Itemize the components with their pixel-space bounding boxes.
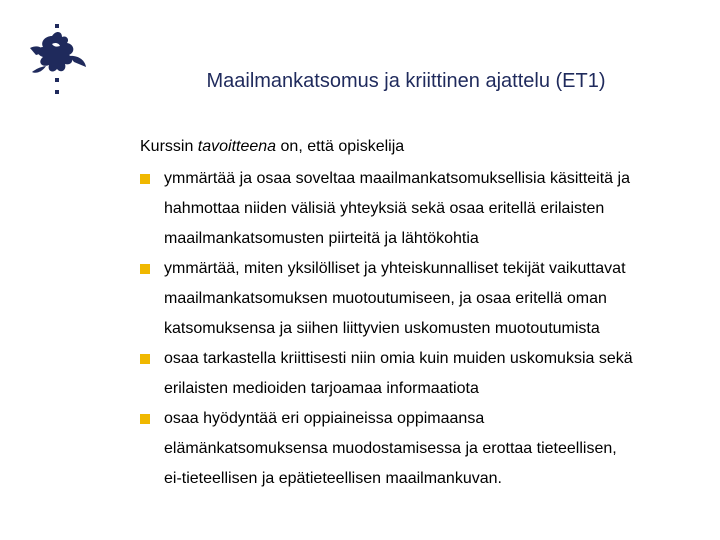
bullet-line: maailmankatsomusten piirteitä ja lähtökohtia (164, 230, 479, 247)
list-item (140, 344, 710, 404)
slide-title: Maailmankatsomus ja kriittinen ajattelu (ET1) (206, 70, 606, 92)
objectives-list (140, 164, 710, 494)
bullet-line: ei-tieteellisen ja epätieteellisen maailmankuvan. (164, 470, 502, 487)
intro-text (140, 134, 710, 160)
bullet-line: katsomuksensa ja siihen liittyvien uskomusten muotoutumista (164, 320, 600, 337)
intro-after: on, että opiskelija (276, 138, 405, 155)
bullet-line: hahmottaa niiden välisiä yhteyksiä sekä osaa eritellä erilaisten (164, 200, 605, 217)
list-item (140, 404, 710, 494)
square-bullet-icon (140, 264, 150, 274)
bullet-line: ymmärtää, miten yksilölliset ja yhteiskunnalliset tekijät vaikuttavat (164, 260, 626, 277)
bullet-line: elämänkatsomuksensa muodostamisessa ja erottaa tieteellisen, (164, 440, 617, 457)
bullet-line: ymmärtää ja osaa soveltaa maailmankatsomuksellisia käsitteitä ja (164, 170, 630, 187)
bullet-line: erilaisten medioiden tarjoamaa informaatiota (164, 380, 479, 397)
square-bullet-icon (140, 174, 150, 184)
intro-emphasis: tavoitteena (197, 138, 277, 155)
bullet-line: osaa tarkastella kriittisesti niin omia kuin muiden uskomuksia sekä (164, 350, 633, 367)
square-bullet-icon (140, 354, 150, 364)
intro-before: Kurssin (140, 138, 198, 155)
square-bullet-icon (140, 414, 150, 424)
list-item (140, 254, 710, 344)
bullet-line: osaa hyödyntää eri oppiaineissa oppimaansa (164, 410, 485, 427)
bullet-line: maailmankatsomuksen muotoutumiseen, ja osaa eritellä oman (164, 290, 607, 307)
list-item (140, 164, 710, 254)
slide-content (140, 134, 710, 494)
